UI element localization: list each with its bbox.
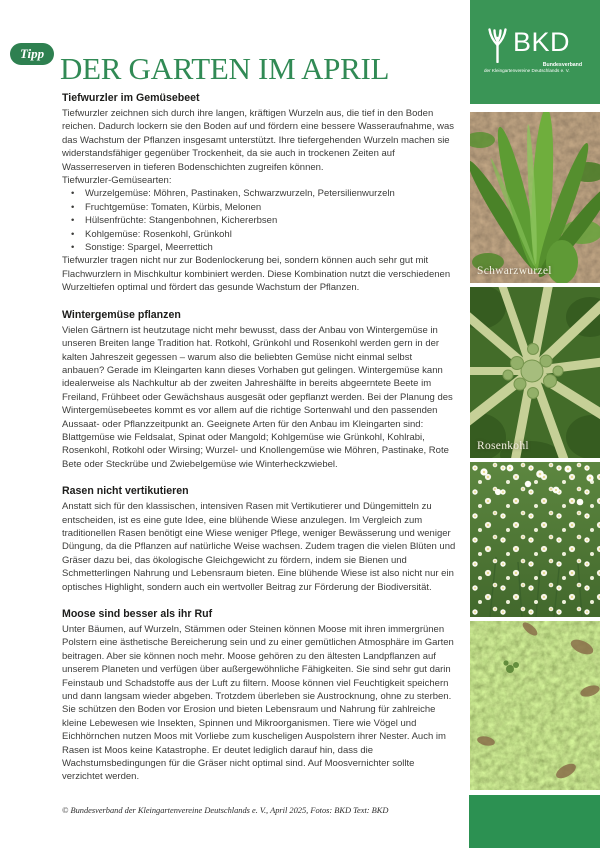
bullet-item: • Kohlgemüse: Rosenkohl, Grünkohl bbox=[62, 228, 456, 241]
photo-caption: Schwarzwurzel bbox=[477, 265, 552, 277]
bullet-item: • Sonstige: Spargel, Meerrettich bbox=[62, 241, 456, 254]
photo-bluehende-wiese bbox=[470, 462, 600, 617]
photo-moos bbox=[470, 621, 600, 790]
section-paragraph: Tiefwurzler zeichnen sich durch ihre langen, kräftigen Wurzeln aus, die tief in den Boden reichen. Dadurch lockern sie den Boden auf und fördern eine bessere Wasseraufnahme, was das Wachstum der Pflanzen insgesamt unterstützt. Ihre tiefergehenden Wurzeln machen sie widerstandsfähiger gegenüber Trockenheit, da sie auch in trockenen Zeiten auf Wasserreserven in tieferen Bodenschichten zugreifen können. bbox=[62, 108, 455, 173]
footer-green-block bbox=[469, 795, 600, 848]
bullet-item: • Wurzelgemüse: Möhren, Pastinaken, Schwarzwurzeln, Petersilienwurzeln bbox=[62, 187, 456, 200]
section-rasen bbox=[62, 485, 456, 594]
list-intro: Tiefwurzler-Gemüsearten: bbox=[62, 175, 172, 187]
bullet-item: • Hülsenfrüchte: Stangenbohnen, Kichererbsen bbox=[62, 214, 456, 227]
photo-caption: Rosenkohl bbox=[477, 440, 529, 452]
bkd-org-line2: der Kleingartenvereine Deutschlands e. V. bbox=[484, 68, 570, 73]
bkd-org-line1: Bundesverband bbox=[542, 62, 582, 68]
article-body bbox=[62, 92, 456, 798]
section-heading: Tiefwurzler im Gemüsebeet bbox=[62, 92, 200, 104]
photo-sidebar bbox=[470, 0, 600, 848]
section-heading: Moose sind besser als ihr Ruf bbox=[62, 608, 213, 620]
gemuesearten-list bbox=[62, 187, 456, 254]
section-tiefwurzler bbox=[62, 92, 456, 295]
section-paragraph: Tiefwurzler tragen nicht nur zur Bodenlockerung bei, sondern können auch sehr gut mit Flachwurzlern in Mischkultur kombiniert werden. Diese Kombination nutzt die verschiedenen Wurzeltiefen optimal und fördert das gesunde Wachstum der Pflanzen. bbox=[62, 255, 451, 294]
bkd-logo-block bbox=[470, 0, 600, 104]
section-heading: Wintergemüse pflanzen bbox=[62, 308, 181, 321]
copyright-credit: © Bundesverband der Kleingartenvereine Deutschlands e. V., April 2025, Fotos: BKD Text: BKD bbox=[62, 806, 389, 815]
tipp-badge: Tipp bbox=[10, 43, 54, 65]
section-paragraph: Unter Bäumen, auf Wurzeln, Stämmen oder Steinen können Moose mit ihren immergrünen Polstern eine ästhetische Bereicherung sein und zu einer gemütlichen Atmosphäre im Garten beitragen. Aber sie können noch mehr. Moose gehören zu den ältesten Landpflanzen auf unserem Planeten und verfügen über außergewöhnliche Fähigkeiten. Sie sind sehr gut darin Feinstaub und Schadstoffe aus der Luft zu filtern. Moose können viel Feuchtigkeit speichern und dann langsam wieder abgeben. Trotzdem überleben sie Austrocknung, ohne zu sterben. Sie schützen den Boden vor Erosion und bieten Lebensraum und Nahrung für zahlreiche kleine Lebewesen wie Insekten, Spinnen und Mikroorganismen. Tiere wie Vögel und Eichhörnchen nutzen Moos mit Vorliebe zum kuscheligen Auspolstern ihrer Nester. Auch im Rasen ist Moos keine Katastrophe. Er deutet lediglich darauf hin, dass die Wachstumsbedingungen für die Gräser nicht optimal sind. Auf Moosvernichter sollte verzichtet werden. bbox=[62, 624, 454, 783]
bullet-item: • Fruchtgemüse: Tomaten, Kürbis, Melonen bbox=[62, 201, 456, 214]
section-heading: Rasen nicht vertikutieren bbox=[62, 485, 189, 498]
bkd-logo-abbr: BKD bbox=[513, 27, 571, 57]
photo-schwarzwurzel bbox=[470, 112, 600, 283]
page-title: DER GARTEN IM APRIL bbox=[60, 50, 390, 86]
bkd-logo-org-name bbox=[484, 62, 594, 74]
section-paragraph: Anstatt sich für den klassischen, intensiven Rasen mit Vertikutierer und Düngemitteln zu entscheiden, ist es eine gute Idee, eine blühende Wiese anzulegen. Im Vergleich zum traditionellen Rasen benötigt eine Wiese weniger Pflege, weniger Bewässerung und weniger Düngung, da die Pflanzen auf natürliche Weise wachsen. Zudem tragen die vielen Blüten und Gräser dazu bei, das ökologische Gleichgewicht zu fördern, indem sie Bienen und Schmetterlingen Nahrung und Lebensraum bieten. Eine blühende Wiese ist also nicht nur ein optisches Highlight, sondern auch ein wertvoller Beitrag zur Förderung der Biodiversität. bbox=[62, 501, 456, 593]
section-paragraph: Vielen Gärtnern ist heutzutage nicht mehr bewusst, dass der Anbau von Wintergemüse in unseren Breiten lange Tradition hat. Rotkohl, Grünkohl und Rosenkohl werden gern in der kalten Jahreszeit gegessen – warum also die beliebten Gemüse nicht einmal selbst anbauen? Gerade im Kleingarten kann dieses Vorhaben gut gelingen. Wintergemüse kann idealerweise als Nachkultur ab der zweiten Jahreshälfte in bereits abgeerntete Beete im Freiland, Frühbeet oder Gewächshaus ausgesät oder gepflanzt werden. Bei der Planung des Wintergemüsebeetes kommt es vor allem auf die richtige Sortenwahl und den passenden Aussaat- oder Pflanzzeitpunkt an. Geeignete Arten für den Anbau im Kleingarten sind: Blattgemüse wie Feldsalat, Spinat oder Mangold; Kohlgemüse wie Grünkohl, Kohlrabi, Rosenkohl, Rotkohl oder Wirsing; Wurzel- und Knollengemüse wie Möhren, Pastinake, Rote Bete oder Steckrübe und Zwiebelgemüse wie Winterheckzwiebel. bbox=[62, 324, 453, 470]
photo-rosenkohl bbox=[470, 287, 600, 458]
section-moose bbox=[62, 608, 456, 784]
section-wintergemuese bbox=[62, 309, 456, 471]
